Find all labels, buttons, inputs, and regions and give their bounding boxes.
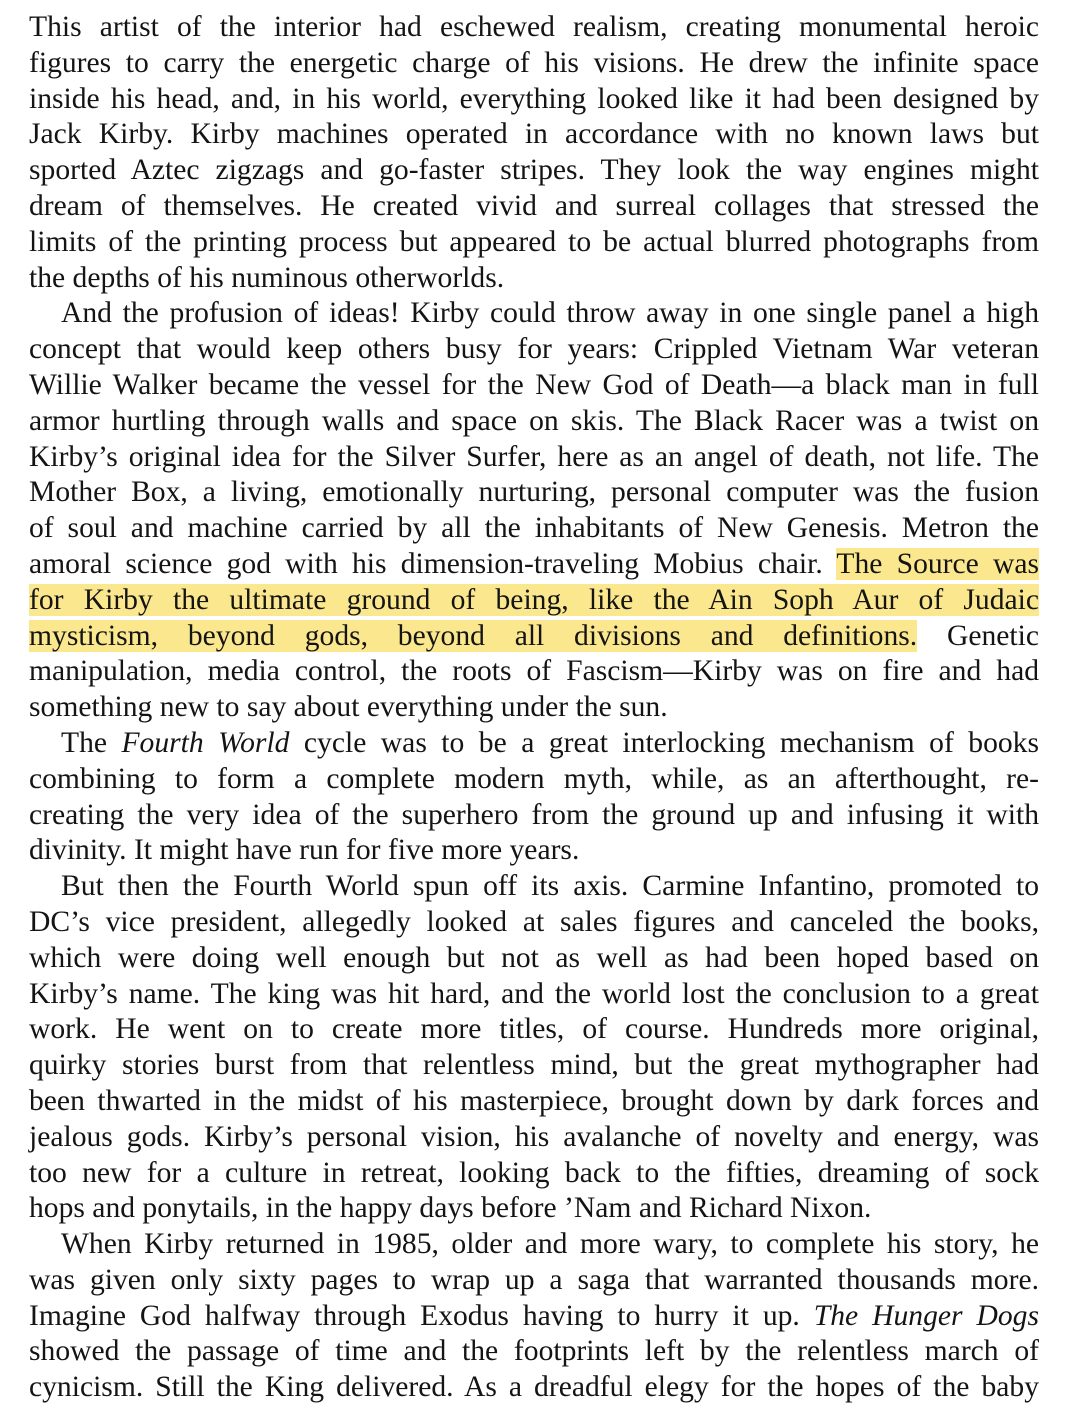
text-line xyxy=(29,1012,1039,1048)
text-line xyxy=(29,368,1039,404)
text-run: which were doing well enough but not as well as had been hoped based on xyxy=(29,941,1039,974)
paragraph xyxy=(29,296,1039,726)
text-run: hops and ponytails, in the happy days before ’Nam and Richard Nixon. xyxy=(29,1192,872,1225)
text-run: quirky stories burst from that relentless mind, but the great mythographer had xyxy=(29,1049,1039,1082)
text-run: of soul and machine carried by all the inhabitants of New Genesis. Metron the xyxy=(29,512,1039,545)
text-line xyxy=(29,798,1039,834)
text-run: Jack Kirby. Kirby machines operated in accordance with no known laws but xyxy=(29,118,1039,151)
text-run: concept that would keep others busy for years: Crippled Vietnam War veteran xyxy=(29,333,1039,366)
text-line xyxy=(29,153,1039,189)
text-line xyxy=(29,1334,1039,1370)
paragraph xyxy=(29,726,1039,869)
text-run: limits of the printing process but appeared to be actual blurred photographs from xyxy=(29,225,1039,258)
text-line xyxy=(29,261,1039,297)
text-run: something new to say about everything under the sun. xyxy=(29,691,668,724)
text-line xyxy=(29,1156,1039,1192)
highlighted-text: for Kirby the ultimate ground of being, like the Ain Soph Aur of Judaic xyxy=(29,583,1039,616)
text-run: dream of themselves. He created vivid and surreal collages that stressed the xyxy=(29,189,1039,222)
text-line xyxy=(29,833,1039,869)
text-run: cycle was to be a great interlocking mechanism of books xyxy=(289,726,1039,759)
text-run: manipulation, media control, the roots of Fascism—Kirby was on fire and had xyxy=(29,655,1039,688)
text-line xyxy=(29,511,1039,547)
text-line xyxy=(29,10,1039,46)
book-page xyxy=(29,10,1039,1406)
text-line xyxy=(29,941,1039,977)
text-line xyxy=(29,726,1039,762)
text-run: When Kirby returned in 1985, older and more wary, to complete his story, he xyxy=(61,1228,1039,1261)
text-line xyxy=(29,117,1039,153)
text-run: The xyxy=(61,726,122,759)
text-run: inside his head, and, in his world, everything looked like it had been designed by xyxy=(29,82,1039,115)
text-line xyxy=(29,1263,1039,1299)
text-run: Kirby’s original idea for the Silver Surfer, here as an angel of death, not life. The xyxy=(29,440,1039,473)
text-run: Kirby’s name. The king was hit hard, and the world lost the conclusion to a great xyxy=(29,977,1039,1010)
text-line xyxy=(29,654,1039,690)
text-run: DC’s vice president, allegedly looked at sales figures and canceled the books, xyxy=(29,905,1039,938)
text-run: figures to carry the energetic charge of his visions. He drew the infinite space xyxy=(29,46,1039,79)
text-line xyxy=(29,82,1039,118)
highlighted-text: The Source was xyxy=(836,547,1040,580)
text-run: work. He went on to create more titles, of course. Hundreds more original, xyxy=(29,1013,1039,1046)
text-run: divinity. It might have run for five more years. xyxy=(29,834,580,867)
text-run: creating the very idea of the superhero from the ground up and infusing it with xyxy=(29,798,1039,831)
text-run: combining to form a complete modern myth, while, as an afterthought, re- xyxy=(29,762,1039,795)
text-line xyxy=(29,1227,1039,1263)
text-run: Mother Box, a living, emotionally nurturing, personal computer was the fusion xyxy=(29,476,1039,509)
text-run: showed the passage of time and the footprints left by the relentless march of xyxy=(29,1335,1039,1368)
text-run: too new for a culture in retreat, looking back to the fifties, dreaming of sock xyxy=(29,1156,1039,1189)
text-run: been thwarted in the midst of his masterpiece, brought down by dark forces and xyxy=(29,1084,1039,1117)
text-line xyxy=(29,547,1039,583)
text-run: And the profusion of ideas! Kirby could throw away in one single panel a high xyxy=(61,297,1039,330)
text-line xyxy=(29,977,1039,1013)
text-line xyxy=(29,690,1039,726)
text-line xyxy=(29,1299,1039,1335)
text-line xyxy=(29,440,1039,476)
text-line xyxy=(29,1120,1039,1156)
text-run: was given only sixty pages to wrap up a saga that warranted thousands more. xyxy=(29,1263,1039,1296)
text-line xyxy=(29,46,1039,82)
italic-title: The Hunger Dogs xyxy=(813,1299,1039,1332)
text-line xyxy=(29,332,1039,368)
text-run: jealous gods. Kirby’s personal vision, his avalanche of novelty and energy, was xyxy=(29,1120,1039,1153)
paragraph xyxy=(29,1227,1039,1406)
text-line xyxy=(29,762,1039,798)
text-run: But then the Fourth World spun off its axis. Carmine Infantino, promoted to xyxy=(61,870,1039,903)
highlighted-text: mysticism, beyond gods, beyond all divisions and definitions. xyxy=(29,619,918,652)
text-run: This artist of the interior had eschewed realism, creating monumental heroic xyxy=(29,11,1039,43)
text-line xyxy=(29,404,1039,440)
text-run: Genetic xyxy=(917,619,1039,652)
text-run: amoral science god with his dimension-traveling Mobius chair. xyxy=(29,547,837,580)
text-line xyxy=(29,869,1039,905)
text-line xyxy=(29,619,1039,655)
text-line xyxy=(29,905,1039,941)
text-line xyxy=(29,225,1039,261)
text-line xyxy=(29,1370,1039,1406)
text-run: armor hurtling through walls and space on skis. The Black Racer was a twist on xyxy=(29,404,1039,437)
text-run: Imagine God halfway through Exodus having to hurry it up. xyxy=(29,1299,814,1332)
text-line xyxy=(29,296,1039,332)
text-line xyxy=(29,1084,1039,1120)
text-run: the depths of his numinous otherworlds. xyxy=(29,261,505,294)
text-line xyxy=(29,583,1039,619)
text-run: Willie Walker became the vessel for the New God of Death—a black man in full xyxy=(29,368,1039,401)
paragraph xyxy=(29,869,1039,1227)
text-line xyxy=(29,1191,1039,1227)
text-line xyxy=(29,475,1039,511)
text-run: sported Aztec zigzags and go-faster stripes. They look the way engines might xyxy=(29,154,1039,187)
text-line xyxy=(29,1048,1039,1084)
text-run: cynicism. Still the King delivered. As a dreadful elegy for the hopes of the baby xyxy=(29,1371,1039,1404)
paragraph xyxy=(29,10,1039,296)
text-line xyxy=(29,189,1039,225)
italic-title: Fourth World xyxy=(121,726,290,759)
